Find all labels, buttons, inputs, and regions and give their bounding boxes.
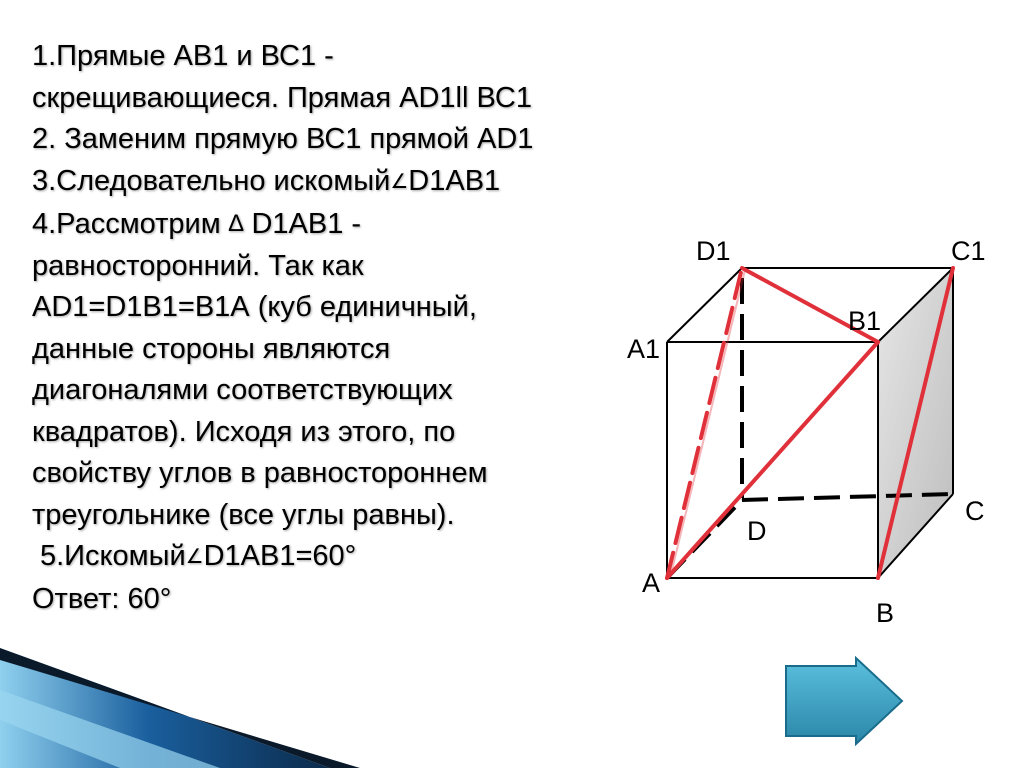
label-c1: C1 (951, 236, 986, 266)
angle-symbol: ∠ (185, 546, 204, 568)
solution-line-3: 2. Заменим прямую ВС1 прямой АD1 (32, 123, 534, 155)
label-b1: B1 (848, 306, 882, 336)
solution-line-11: свойству углов в равностороннем (32, 457, 488, 489)
angle-symbol: ∠ (390, 170, 409, 193)
solution-line-12: треугольнике (все углы равны). (32, 498, 455, 531)
solution-line-10: квадратов). Исходя из этого, по (32, 415, 456, 448)
triangle-symbol: ∆ (228, 210, 244, 237)
solution-line-1: 1.Прямые АВ1 и ВС1 - (32, 40, 334, 72)
segment-a-d1 (667, 268, 742, 578)
solution-line-4-text: 3.Следовательно искомый (32, 164, 391, 197)
solution-line-5-triangle-name: D1АВ1 - (243, 208, 362, 240)
solution-line-2: скрещивающиеся. Прямая АD1ll ВС1 (32, 81, 532, 114)
solution-line-13-result: D1АВ1=60° (203, 540, 357, 572)
solution-line-9: диагоналями соответствующих (32, 374, 453, 406)
label-a: A (642, 568, 661, 598)
solution-line-7: АD1=D1В1=В1А (куб единичный, (32, 291, 477, 323)
label-a1: A1 (627, 334, 661, 364)
decorative-ribbon (0, 648, 360, 768)
label-b: B (876, 598, 895, 628)
answer-line: Ответ: 60° (32, 582, 172, 615)
solution-line-13-text: 5.Искомый (40, 540, 186, 572)
right-arrow-icon[interactable] (786, 658, 902, 744)
solution-line-4-angle-name: D1АВ1 (408, 164, 501, 197)
label-d: D (747, 516, 767, 546)
next-slide-button[interactable] (786, 658, 902, 744)
cube-diagram (627, 236, 986, 628)
solution-line-8: данные стороны являются (32, 332, 391, 365)
label-c: C (965, 496, 985, 526)
solution-line-5-text: 4.Рассмотрим (32, 208, 221, 240)
label-d1: D1 (696, 236, 731, 266)
solution-line-6: равносторонний. Так как (32, 249, 364, 282)
